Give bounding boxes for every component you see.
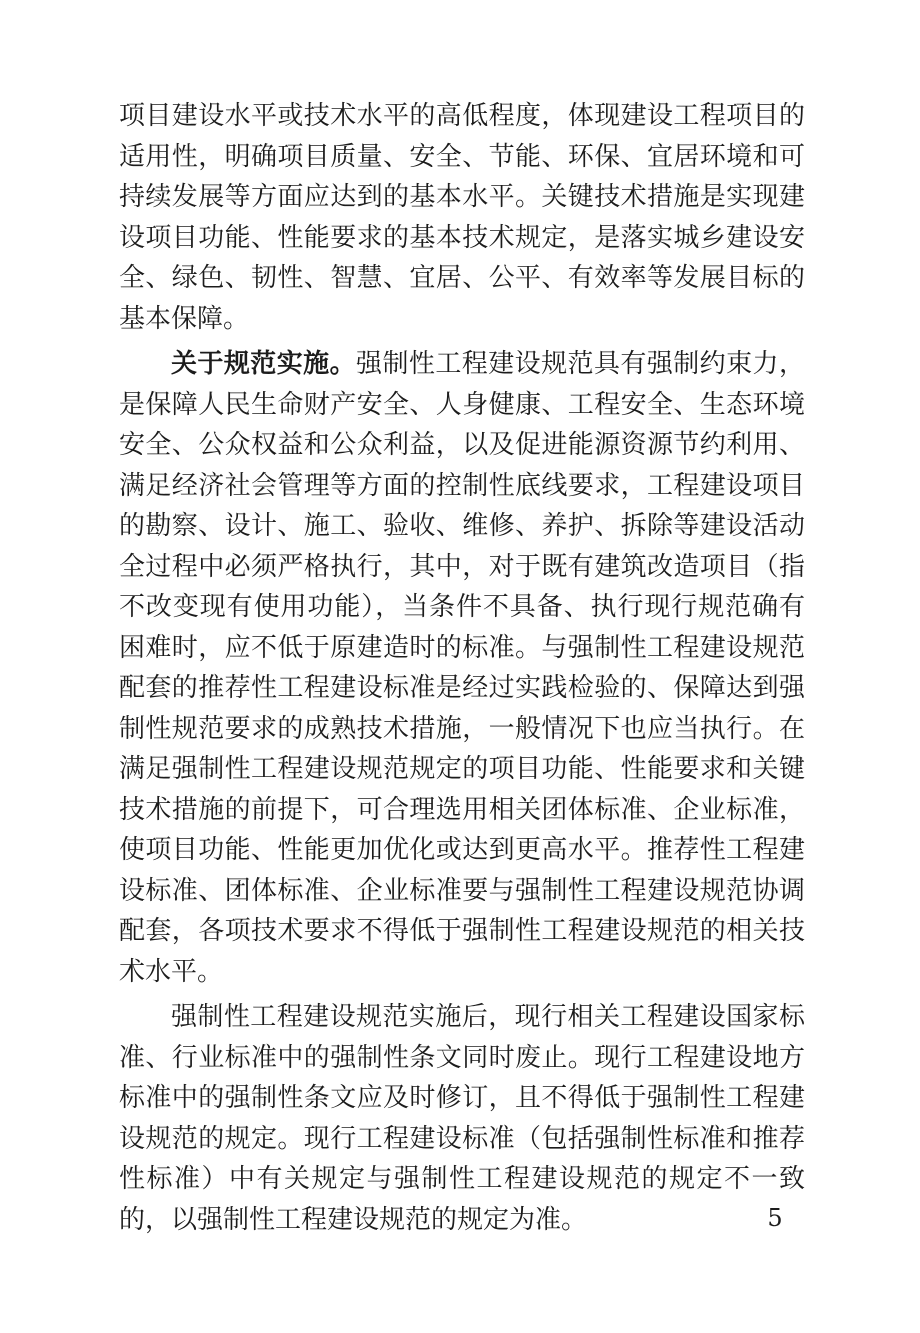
- paragraph-implementation: [119, 344, 805, 992]
- paragraph-text: 强制性工程建设规范实施后，现行相关工程建设国家标准、行业标准中的强制性条文同时废止。现行工程建设地方标准中的强制性条文应及时修订，且不得低于强制性工程建设规范的规定。现行工程建设标准（包括强制性标准和推荐性标准）中有关规定与强制性工程建设规范的规定不一致的，以强制性工程建设规范的规定为准。: [119, 1002, 805, 1235]
- paragraph-abolition: [119, 997, 805, 1240]
- paragraph-continuation: [119, 96, 805, 339]
- paragraph-heading: 关于规范实施。: [171, 349, 357, 379]
- paragraph-text: 强制性工程建设规范具有强制约束力，是保障人民生命财产安全、人身健康、工程安全、生态环境安全、公众权益和公众利益，以及促进能源资源节约利用、满足经济社会管理等方面的控制性底线要求，工程建设项目的勘察、设计、施工、验收、维修、养护、拆除等建设活动全过程中必须严格执行，其中，对于既有建筑改造项目（指不改变现有使用功能），当条件不具备、执行现行规范确有困难时，应不低于原建造时的标准。与强制性工程建设规范配套的推荐性工程建设标准是经过实践检验的、保障达到强制性规范要求的成熟技术措施，一般情况下也应当执行。在满足强制性工程建设规范规定的项目功能、性能要求和关键技术措施的前提下，可合理选用相关团体标准、企业标准，使项目功能、性能更加优化或达到更高水平。推荐性工程建设标准、团体标准、企业标准要与强制性工程建设规范协调配套，各项技术要求不得低于强制性工程建设规范的相关技术水平。: [119, 349, 805, 987]
- page-number: 5: [767, 1204, 783, 1232]
- paragraph-text: 项目建设水平或技术水平的高低程度，体现建设工程项目的适用性，明确项目质量、安全、节能、环保、宜居环境和可持续发展等方面应达到的基本水平。关键技术措施是实现建设项目功能、性能要求的基本技术规定，是落实城乡建设安全、绿色、韧性、智慧、宜居、公平、有效率等发展目标的基本保障。: [119, 101, 805, 334]
- body-text: [119, 96, 805, 1245]
